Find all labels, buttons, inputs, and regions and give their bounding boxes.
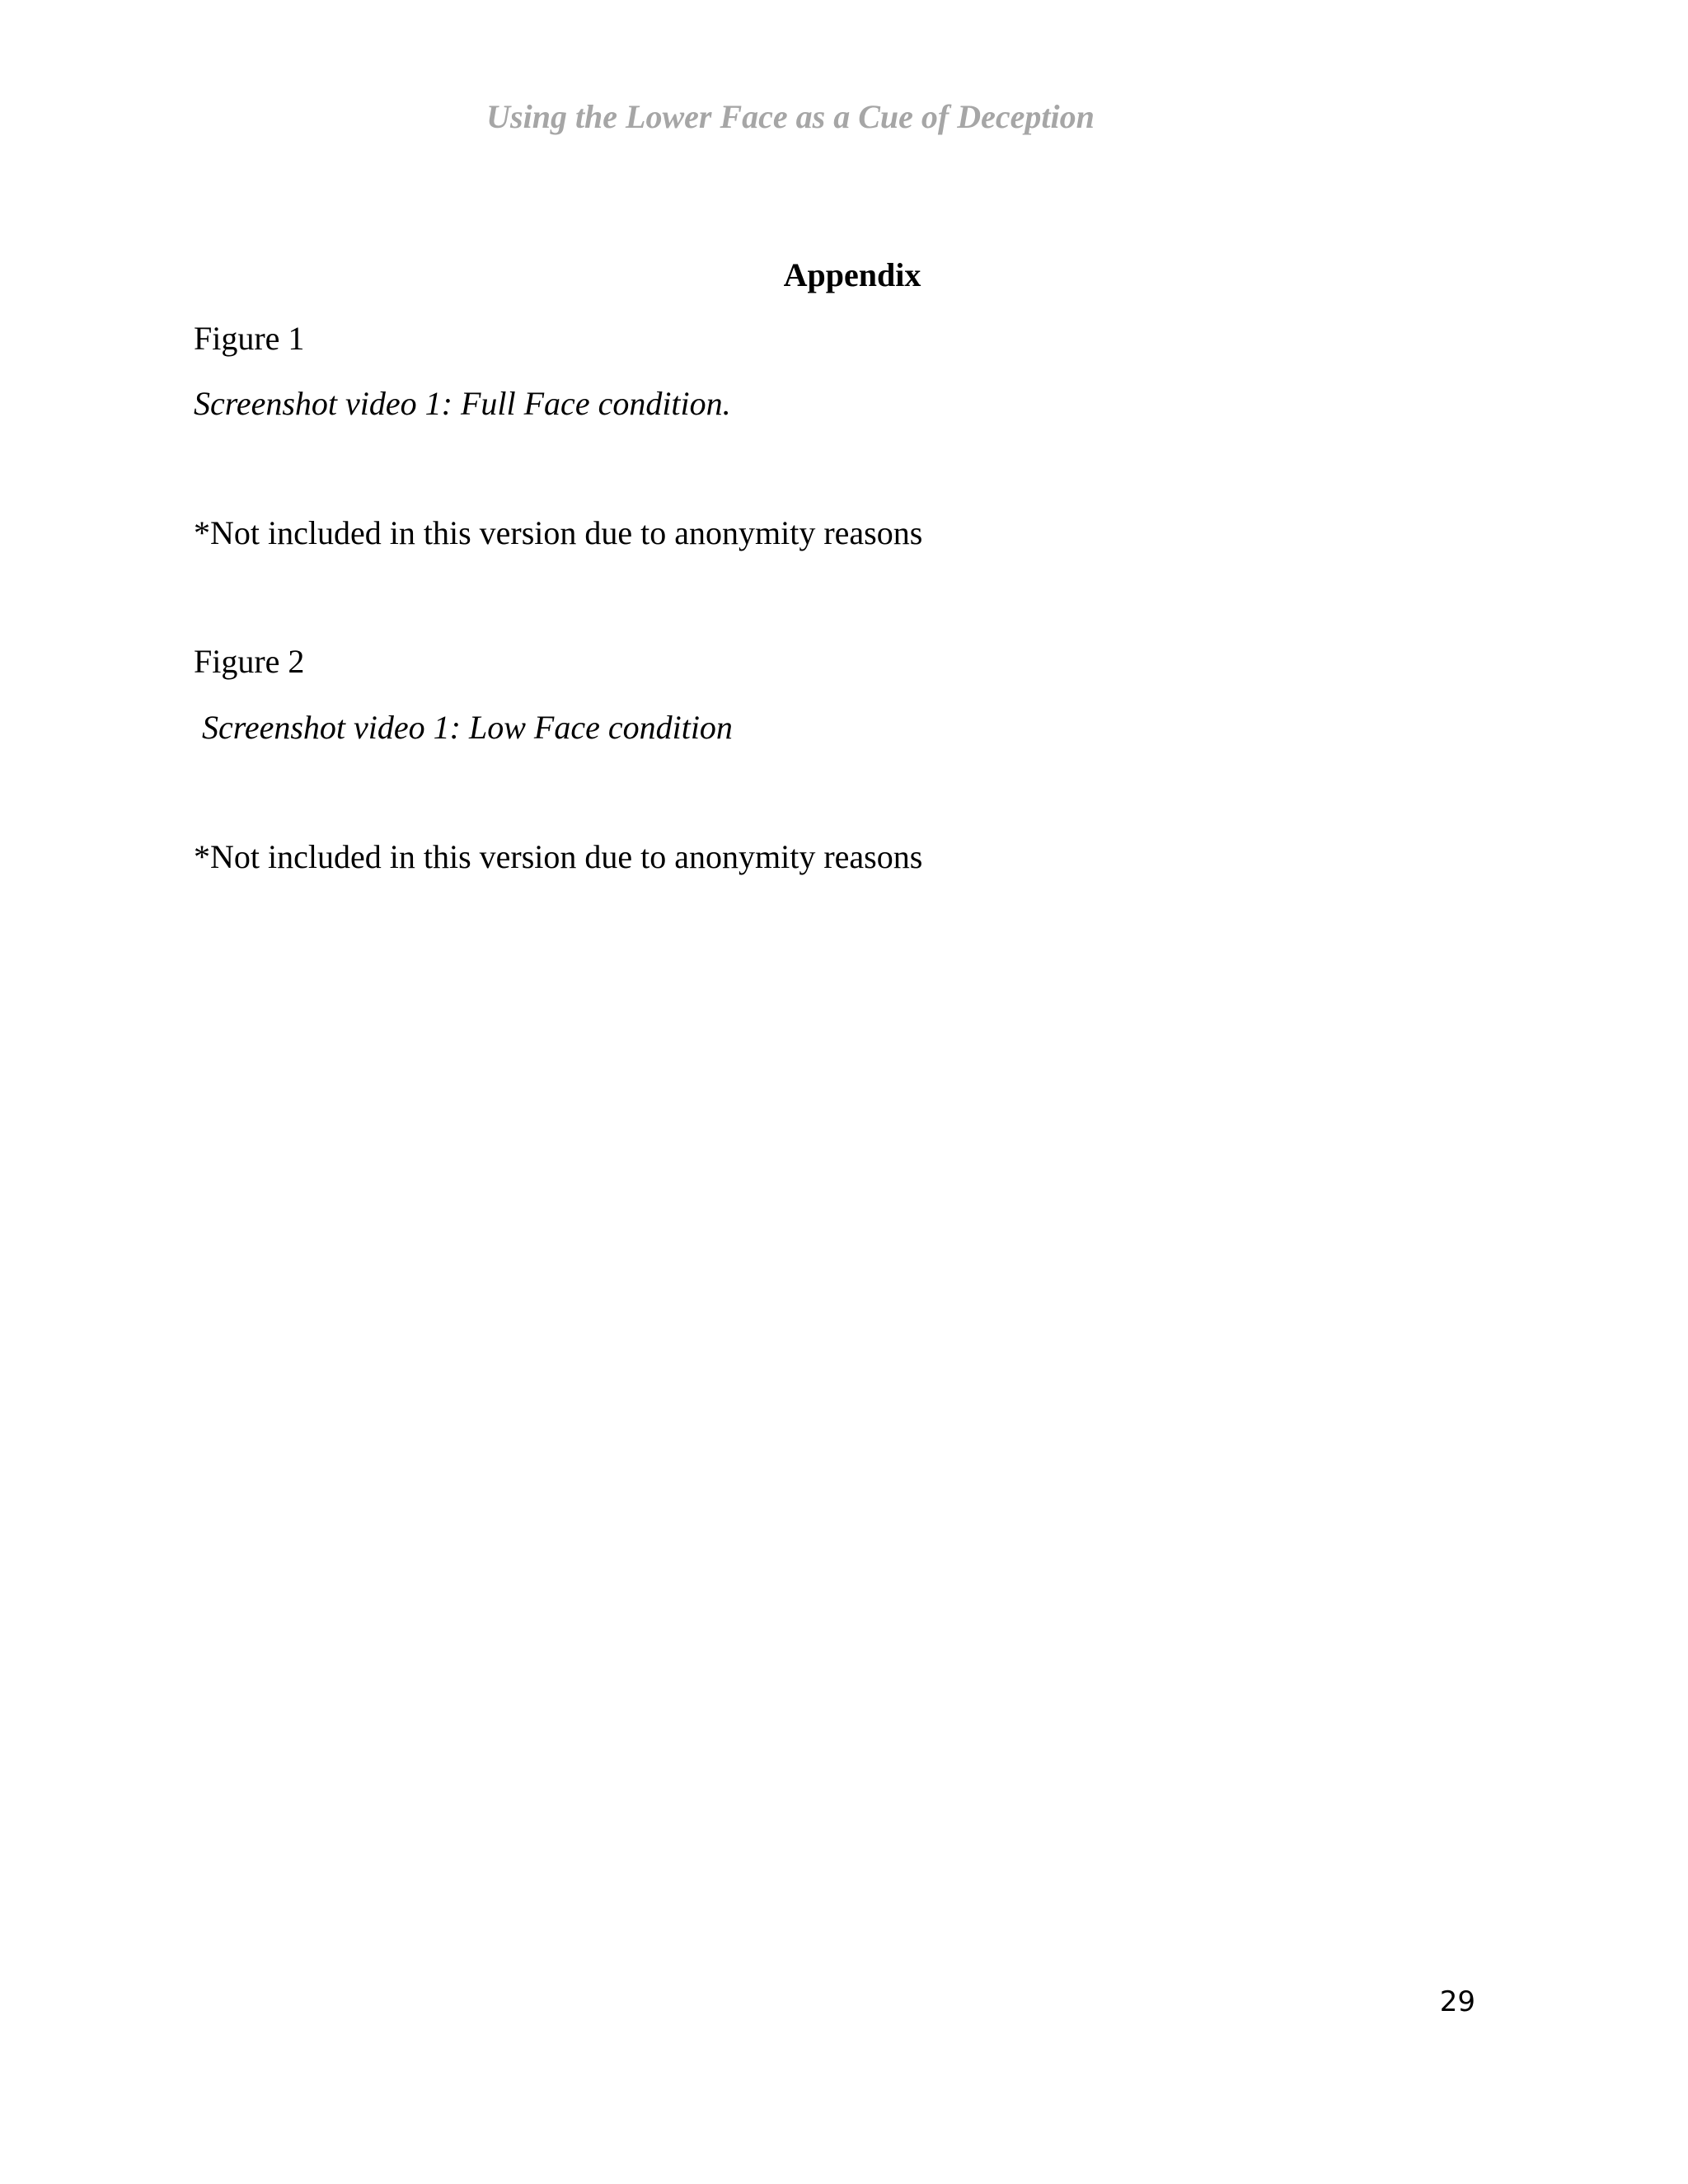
figure-1-label: Figure 1 [194,320,305,357]
running-header: Using the Lower Face as a Cue of Deception [486,98,1095,135]
figure-2-note: *Not included in this version due to anonymity reasons [194,838,923,875]
appendix-heading: Appendix [783,256,921,293]
figure-1-note: *Not included in this version due to anonymity reasons [194,514,923,551]
figure-2-label: Figure 2 [194,643,305,680]
figure-2-caption: Screenshot video 1: Low Face condition [202,709,733,746]
page-number: 29 [1439,1985,1475,2018]
figure-1-caption: Screenshot video 1: Full Face condition. [194,385,731,422]
